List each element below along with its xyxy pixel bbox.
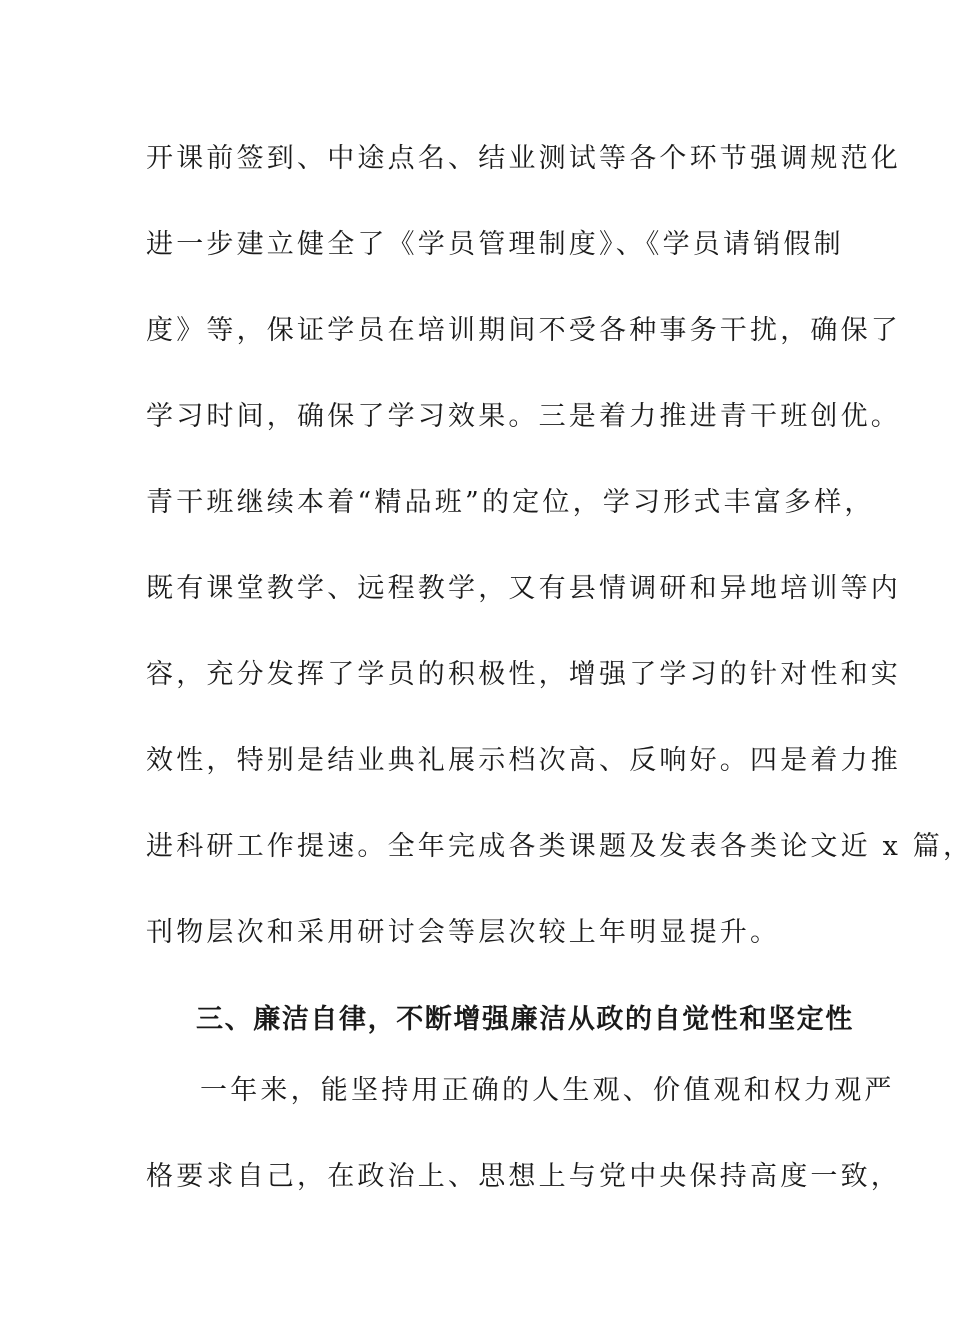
body-text-line: 格要求自己，在政治上、思想上与党中央保持高度一致， <box>146 1161 901 1192</box>
body-text-line: 刊物层次和采用研讨会等层次较上年明显提升。 <box>146 917 781 948</box>
paragraph-first-line: 一年来，能坚持用正确的人生观、价值观和权力观严 <box>200 1075 895 1106</box>
body-text-line: 效性，特别是结业典礼展示档次高、反响好。四是着力推 <box>146 745 901 776</box>
body-text-line: 容，充分发挥了学员的积极性，增强了学习的针对性和实 <box>146 659 901 690</box>
body-text-line: 青干班继续本着“精品班”的定位，学习形式丰富多样， <box>146 487 875 518</box>
body-text-line: 学习时间，确保了学习效果。三是着力推进青干班创优。 <box>146 401 901 432</box>
body-text-line: 进一步建立健全了《学员管理制度》、《学员请销假制 <box>146 229 844 260</box>
section-heading: 三、廉洁自律，不断增强廉洁从政的自觉性和坚定性 <box>196 1004 854 1035</box>
body-text-line: 既有课堂教学、远程教学，又有县情调研和异地培训等内 <box>146 573 901 604</box>
body-text-line: 进科研工作提速。全年完成各类课题及发表各类论文近 x 篇， <box>146 831 973 862</box>
body-text-line: 开课前签到、中途点名、结业测试等各个环节强调规范化 <box>146 143 901 174</box>
body-text-line: 度》等，保证学员在培训期间不受各种事务干扰，确保了 <box>146 315 901 346</box>
